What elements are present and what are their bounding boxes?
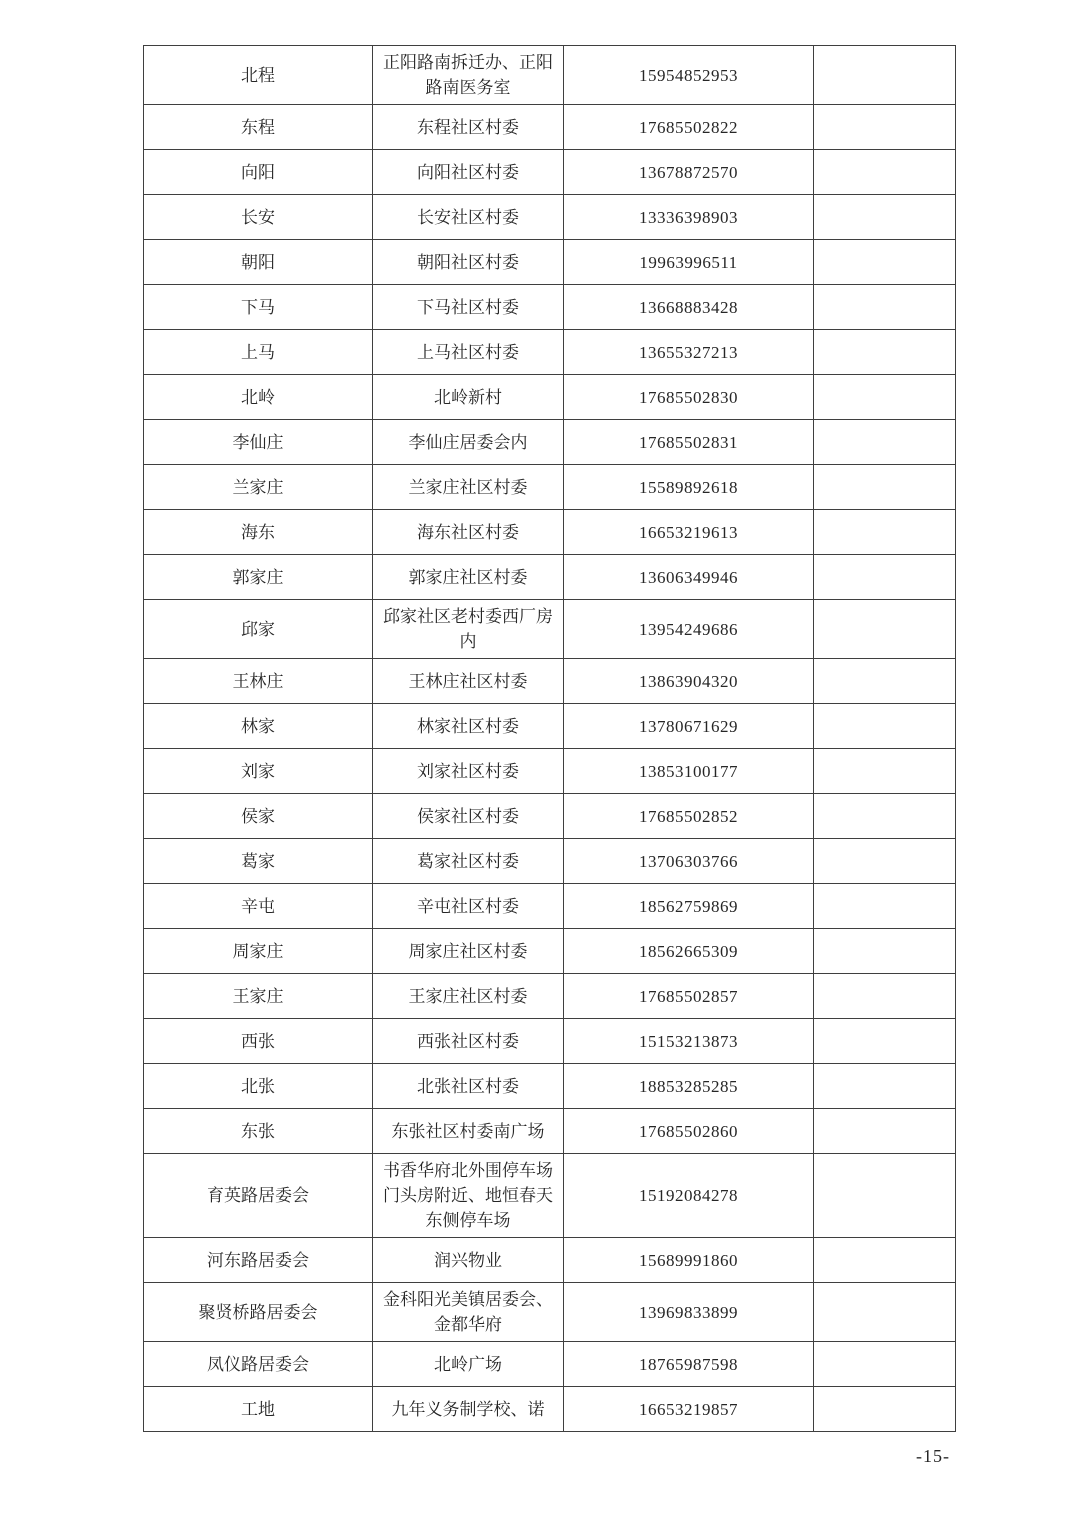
community-name-cell: 王林庄 <box>144 659 373 704</box>
notes-cell <box>814 749 956 794</box>
phone-cell: 15689991860 <box>564 1238 814 1283</box>
community-name-cell: 北程 <box>144 46 373 105</box>
community-name-cell: 西张 <box>144 1019 373 1064</box>
community-name-cell: 东程 <box>144 105 373 150</box>
location-cell: 润兴物业 <box>373 1238 564 1283</box>
phone-cell: 13969833899 <box>564 1283 814 1342</box>
notes-cell <box>814 1154 956 1238</box>
phone-cell: 17685502860 <box>564 1109 814 1154</box>
location-cell: 林家社区村委 <box>373 704 564 749</box>
notes-cell <box>814 1064 956 1109</box>
location-cell: 上马社区村委 <box>373 330 564 375</box>
notes-cell <box>814 794 956 839</box>
phone-cell: 13678872570 <box>564 150 814 195</box>
notes-cell <box>814 195 956 240</box>
community-name-cell: 李仙庄 <box>144 420 373 465</box>
location-cell: 西张社区村委 <box>373 1019 564 1064</box>
community-name-cell: 河东路居委会 <box>144 1238 373 1283</box>
community-name-cell: 刘家 <box>144 749 373 794</box>
table-row <box>144 1154 956 1238</box>
location-cell: 北岭新村 <box>373 375 564 420</box>
location-cell: 刘家社区村委 <box>373 749 564 794</box>
phone-cell: 17685502822 <box>564 105 814 150</box>
table-row <box>144 600 956 659</box>
community-name-cell: 葛家 <box>144 839 373 884</box>
phone-cell: 13706303766 <box>564 839 814 884</box>
table-row <box>144 839 956 884</box>
table-row <box>144 1387 956 1432</box>
community-name-cell: 邱家 <box>144 600 373 659</box>
location-cell: 北张社区村委 <box>373 1064 564 1109</box>
location-cell: 周家庄社区村委 <box>373 929 564 974</box>
notes-cell <box>814 285 956 330</box>
phone-cell: 16653219857 <box>564 1387 814 1432</box>
location-cell: 辛屯社区村委 <box>373 884 564 929</box>
location-cell: 郭家庄社区村委 <box>373 555 564 600</box>
phone-cell: 17685502830 <box>564 375 814 420</box>
community-name-cell: 北岭 <box>144 375 373 420</box>
location-cell: 书香华府北外围停车场门头房附近、地恒春天东侧停车场 <box>373 1154 564 1238</box>
community-name-cell: 郭家庄 <box>144 555 373 600</box>
community-name-cell: 下马 <box>144 285 373 330</box>
community-name-cell: 辛屯 <box>144 884 373 929</box>
notes-cell <box>814 839 956 884</box>
table-row <box>144 195 956 240</box>
table-row <box>144 555 956 600</box>
community-name-cell: 向阳 <box>144 150 373 195</box>
phone-cell: 15192084278 <box>564 1154 814 1238</box>
location-cell: 金科阳光美镇居委会、金都华府 <box>373 1283 564 1342</box>
location-cell: 朝阳社区村委 <box>373 240 564 285</box>
table-row <box>144 704 956 749</box>
table-row <box>144 1283 956 1342</box>
location-cell: 兰家庄社区村委 <box>373 465 564 510</box>
table-row <box>144 240 956 285</box>
notes-cell <box>814 974 956 1019</box>
phone-cell: 15153213873 <box>564 1019 814 1064</box>
location-cell: 北岭广场 <box>373 1342 564 1387</box>
phone-cell: 18765987598 <box>564 1342 814 1387</box>
location-cell: 下马社区村委 <box>373 285 564 330</box>
community-name-cell: 北张 <box>144 1064 373 1109</box>
notes-cell <box>814 465 956 510</box>
location-cell: 九年义务制学校、诺 <box>373 1387 564 1432</box>
location-cell: 邱家社区老村委西厂房内 <box>373 600 564 659</box>
community-name-cell: 长安 <box>144 195 373 240</box>
table-row <box>144 1342 956 1387</box>
phone-cell: 13606349946 <box>564 555 814 600</box>
community-name-cell: 凤仪路居委会 <box>144 1342 373 1387</box>
notes-cell <box>814 46 956 105</box>
table-row <box>144 375 956 420</box>
phone-cell: 13954249686 <box>564 600 814 659</box>
table-row <box>144 1019 956 1064</box>
notes-cell <box>814 555 956 600</box>
table-row <box>144 285 956 330</box>
phone-cell: 18853285285 <box>564 1064 814 1109</box>
notes-cell <box>814 1342 956 1387</box>
table-row <box>144 1238 956 1283</box>
phone-cell: 16653219613 <box>564 510 814 555</box>
community-name-cell: 工地 <box>144 1387 373 1432</box>
table-row <box>144 1064 956 1109</box>
community-name-cell: 兰家庄 <box>144 465 373 510</box>
document-page <box>143 45 956 1467</box>
location-cell: 海东社区村委 <box>373 510 564 555</box>
location-cell: 正阳路南拆迁办、正阳路南医务室 <box>373 46 564 105</box>
table-row <box>144 465 956 510</box>
community-name-cell: 育英路居委会 <box>144 1154 373 1238</box>
location-cell: 王家庄社区村委 <box>373 974 564 1019</box>
phone-cell: 17685502857 <box>564 974 814 1019</box>
location-cell: 葛家社区村委 <box>373 839 564 884</box>
notes-cell <box>814 1387 956 1432</box>
notes-cell <box>814 1238 956 1283</box>
community-name-cell: 海东 <box>144 510 373 555</box>
location-cell: 东程社区村委 <box>373 105 564 150</box>
table-row <box>144 510 956 555</box>
phone-cell: 13780671629 <box>564 704 814 749</box>
notes-cell <box>814 1283 956 1342</box>
table-row <box>144 420 956 465</box>
phone-cell: 17685502831 <box>564 420 814 465</box>
phone-cell: 15589892618 <box>564 465 814 510</box>
page-number: -15- <box>916 1446 950 1466</box>
table-body <box>144 46 956 1432</box>
community-name-cell: 上马 <box>144 330 373 375</box>
notes-cell <box>814 150 956 195</box>
table-row <box>144 749 956 794</box>
location-cell: 东张社区村委南广场 <box>373 1109 564 1154</box>
notes-cell <box>814 659 956 704</box>
location-cell: 侯家社区村委 <box>373 794 564 839</box>
table-row <box>144 330 956 375</box>
table-row <box>144 794 956 839</box>
phone-cell: 13668883428 <box>564 285 814 330</box>
notes-cell <box>814 510 956 555</box>
community-contact-table <box>143 45 956 1432</box>
phone-cell: 13853100177 <box>564 749 814 794</box>
phone-cell: 13655327213 <box>564 330 814 375</box>
notes-cell <box>814 704 956 749</box>
phone-cell: 15954852953 <box>564 46 814 105</box>
table-row <box>144 150 956 195</box>
community-name-cell: 侯家 <box>144 794 373 839</box>
phone-cell: 13336398903 <box>564 195 814 240</box>
table-row <box>144 659 956 704</box>
notes-cell <box>814 929 956 974</box>
notes-cell <box>814 1019 956 1064</box>
notes-cell <box>814 884 956 929</box>
phone-cell: 18562665309 <box>564 929 814 974</box>
community-name-cell: 周家庄 <box>144 929 373 974</box>
table-row <box>144 884 956 929</box>
location-cell: 长安社区村委 <box>373 195 564 240</box>
community-name-cell: 聚贤桥路居委会 <box>144 1283 373 1342</box>
phone-cell: 18562759869 <box>564 884 814 929</box>
phone-cell: 17685502852 <box>564 794 814 839</box>
phone-cell: 13863904320 <box>564 659 814 704</box>
table-row <box>144 929 956 974</box>
community-name-cell: 东张 <box>144 1109 373 1154</box>
notes-cell <box>814 1109 956 1154</box>
notes-cell <box>814 600 956 659</box>
location-cell: 王林庄社区村委 <box>373 659 564 704</box>
table-row <box>144 105 956 150</box>
community-name-cell: 朝阳 <box>144 240 373 285</box>
phone-cell: 19963996511 <box>564 240 814 285</box>
community-name-cell: 王家庄 <box>144 974 373 1019</box>
notes-cell <box>814 105 956 150</box>
notes-cell <box>814 240 956 285</box>
table-row <box>144 46 956 105</box>
location-cell: 向阳社区村委 <box>373 150 564 195</box>
notes-cell <box>814 375 956 420</box>
location-cell: 李仙庄居委会内 <box>373 420 564 465</box>
table-row <box>144 974 956 1019</box>
table-row <box>144 1109 956 1154</box>
notes-cell <box>814 330 956 375</box>
notes-cell <box>814 420 956 465</box>
community-name-cell: 林家 <box>144 704 373 749</box>
